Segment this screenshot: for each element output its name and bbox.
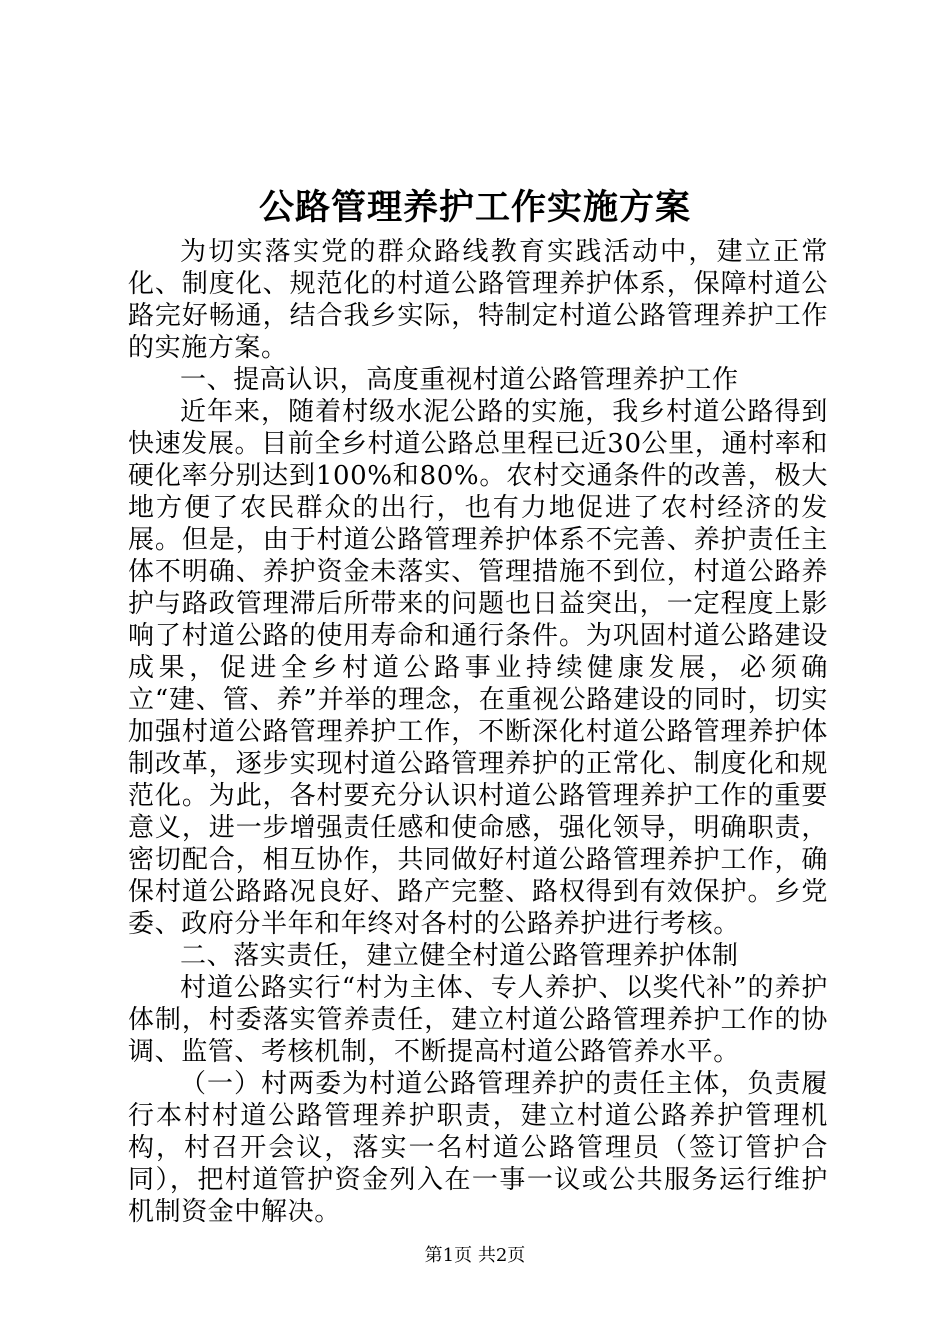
- document-body: [128, 236, 828, 1228]
- intro-paragraph: 为切实落实党的群众路线教育实践活动中，建立正常化、制度化、规范化的村道公路管理养护体系，保障村道公路完好畅通，结合我乡实际，特制定村道公路管理养护工作的实施方案。: [128, 237, 828, 363]
- section-heading-1: 一、提高认识，高度重视村道公路管理养护工作: [180, 365, 739, 395]
- section-2-paragraph: 村道公路实行“村为主体、专人养护、以奖代补”的养护体制，村委落实管养责任，建立村道公路管理养护工作的协调、监管、考核机制，不断提高村道公路管养水平。: [128, 973, 828, 1067]
- section-2-item-1: （一）村两委为村道公路管理养护的责任主体，负责履行本村村道公路管理养护职责，建立村道公路养护管理机构，村召开会议，落实一名村道公路管理员（签订管护合同），把村道管护资金列入在一事一议或公共服务运行维护机制资金中解决。: [128, 1069, 828, 1227]
- section-1-paragraph: 近年来，随着村级水泥公路的实施，我乡村道公路得到快速发展。目前全乡村道公路总里程已近30公里，通村率和硬化率分别达到100%和80%。农村交通条件的改善，极大地方便了农民群众的出行，也有力地促进了农村经济的发展。但是，由于村道公路管理养护体系不完善、养护责任主体不明确、养护资金未落实、管理措施不到位，村道公路养护与路政管理滞后所带来的问题也日益突出，一定程度上影响了村道公路的使用寿命和通行条件。为巩固村道公路建设成果，促进全乡村道公路事业持续健康发展，必须确立“建、管、养”并举的理念，在重视公路建设的同时，切实加强村道公路管理养护工作，不断深化村道公路管理养护体制改革，逐步实现村道公路管理养护的正常化、制度化和规范化。为此，各村要充分认识村道公路管理养护工作的重要意义，进一步增强责任感和使命感，强化领导，明确职责，密切配合，相互协作，共同做好村道公路管理养护工作，确保村道公路路况良好、路产完整、路权得到有效保护。乡党委、政府分半年和年终对各村的公路养护进行考核。: [128, 397, 828, 939]
- section-heading-2: 二、落实责任，建立健全村道公路管理养护体制: [180, 941, 739, 971]
- page-footer: 第1页 共2页: [424, 1245, 526, 1266]
- document-title: 公路管理养护工作实施方案: [258, 187, 691, 228]
